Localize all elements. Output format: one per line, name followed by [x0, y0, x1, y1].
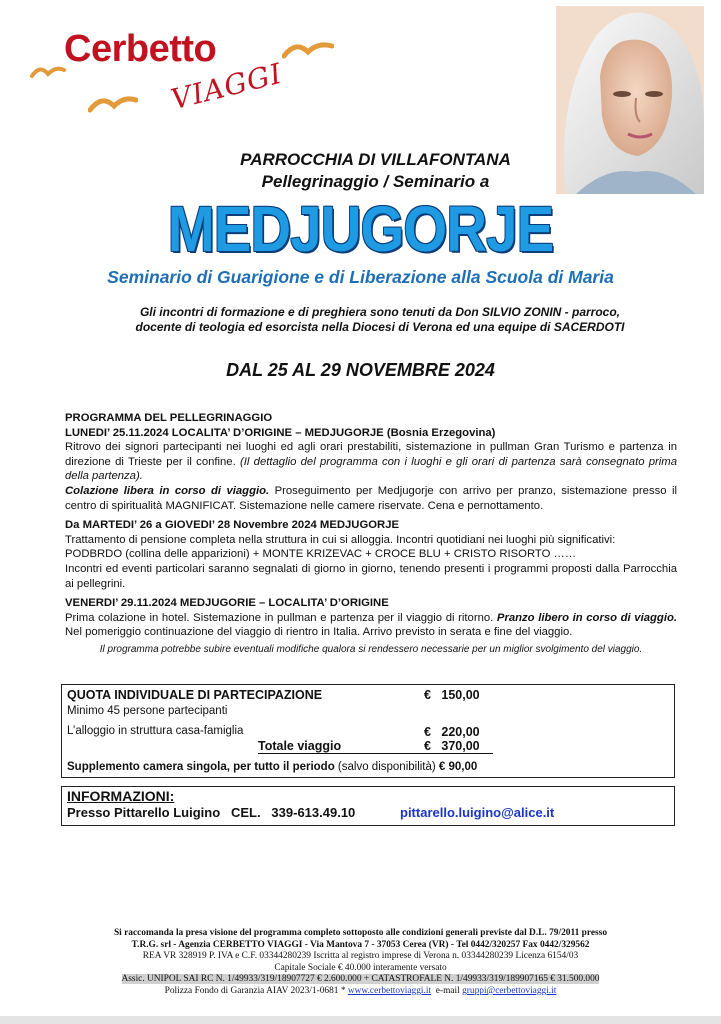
pilgrimage-label: Pellegrinaggio / Seminario a [261, 172, 490, 191]
bottom-bar [0, 1016, 721, 1024]
footer-line: Si raccomanda la presa visione del programma completo sottoposto alle condizioni generali previste dal D.L. 79/2011 presso [113, 928, 608, 938]
lodging-price: € 220,00 [424, 725, 480, 739]
guarantee-text: Polizza Fondo di Garanzia AIAV 2023/1-0681 * [164, 985, 348, 996]
info-contact: Presso Pittarello Luigino CEL. 339-613.49.10 [67, 805, 356, 820]
day2-text: Trattamento di pensione completa nella struttura in cui si alloggia. Incontri quotidiani nei luoghi più significativi: [65, 533, 616, 546]
bird-icon [30, 62, 66, 84]
destination-title: MEDJUGORJE [167, 193, 554, 265]
program-note: Il programma potrebbe subire eventuali modifiche qualora si rendessero necessarie per un miglior svolgimento del viaggio. [99, 643, 643, 655]
day3-text-part: Nel pomeriggio continuazione del viaggio di rientro in Italia. Arrivo previsto in serata e fine del viaggio. [65, 626, 573, 639]
day1-text [65, 440, 677, 484]
single-price: € 90,00 [438, 761, 478, 773]
day2-heading: Da MARTEDI’ 26 a GIOVEDI’ 28 Novembre 2024 MEDJUGORJE [65, 519, 400, 532]
seminar-subtitle: Seminario di Guarigione e di Liberazione alla Scuola di Maria [107, 267, 614, 287]
footer-email-link[interactable]: gruppi@cerbettoviaggi.it [462, 985, 557, 996]
day1-breakfast-note: Colazione libera in corso di viaggio. [65, 484, 270, 497]
total-price: € 370,00 [424, 739, 480, 753]
day3-lunch-note: Pranzo libero in corso di viaggio. [496, 611, 677, 624]
insurance-line: Assic. UNIPOL SAI RC N. 1/49933/319/18907727 € 2.600.000 + CATASTROFALE N. 1/49933/319/189907165 € 31.500.000 [121, 974, 600, 985]
program-section [65, 411, 677, 658]
email-label: e-mail [431, 985, 463, 996]
contact-email-link[interactable]: pittarello.luigino@alice.it [400, 805, 555, 820]
quota-price: € 150,00 [424, 688, 480, 702]
day1-heading: LUNEDI’ 25.11.2024 LOCALITA’ D’ORIGINE – MEDJUGORJE (Bosnia Erzegovina) [65, 426, 496, 439]
footer-line: REA VR 328919 P. IVA e C.F. 03344280239 Iscritta al registro imprese di Verona n. 03344280239 Licenza 6154/03 [142, 951, 579, 962]
info-heading: INFORMAZIONI: [67, 788, 175, 804]
total-label-text: Totale viaggio [258, 739, 342, 753]
day1-text-part: Proseguimento per Medjugorje con arrivo per pranzo, sistemazione presso il centro di spiritualità MAGNIFICAT. Sistemazione nelle camere riservate. Cena e pernottamento. [65, 484, 677, 512]
intro-line: Gli incontri di formazione e di preghiera sono tenuti da Don SILVIO ZONIN - parroco, [139, 305, 621, 319]
logo-sub: VIAGGI [167, 56, 286, 117]
footer-line [0, 986, 721, 998]
quota-label: QUOTA INDIVIDUALE DI PARTECIPAZIONE [67, 688, 323, 702]
info-box [61, 786, 675, 826]
website-link[interactable]: www.cerbettoviaggi.it [347, 985, 432, 996]
footer-line: T.R.G. srl - Agenzia CERBETTO VIAGGI - Via Mantova 7 - 37053 Cerea (VR) - Tel 0442/320257 Fax 0442/329562 [131, 939, 590, 950]
day3-text [65, 611, 677, 640]
single-label: Supplemento camera singola, per tutto il periodo [67, 761, 335, 773]
day1-text-part: Ritrovo dei signori partecipanti nei luoghi ed agli orari prestabiliti, sistemazione in pullman Gran Turismo e partenza in direzione di Trieste per il confine. [65, 441, 677, 468]
min-participants: Minimo 45 persone partecipanti [67, 705, 228, 717]
single-note: (salvo disponibilità) [334, 761, 439, 773]
day2-text-3: Incontri ed eventi particolari saranno segnalati di giorno in giorno, tenendo presenti i programmi proposti dalla Parrocchia ai pellegrini. [65, 562, 677, 590]
day1-text-italic: (Il dettaglio del programma con i luoghi e gli orari di partenza sarà consegnato prima della partenza). [65, 455, 677, 483]
trip-dates: DAL 25 AL 29 NOVEMBRE 2024 [226, 360, 495, 380]
bird-icon [88, 90, 138, 116]
day3-text-part: Prima colazione in hotel. Sistemazione in pullman e partenza per il viaggio di ritorno. [65, 611, 497, 624]
footer-line: Capitale Sociale € 40.000 interamente versato [274, 962, 447, 973]
parish-title: PARROCCHIA DI VILLAFONTANA [240, 150, 511, 169]
day1-text-2 [65, 484, 677, 513]
footer [0, 928, 721, 998]
bird-icon [282, 38, 334, 64]
intro-text [80, 305, 680, 335]
price-box [61, 684, 675, 778]
footer-line [0, 974, 721, 986]
intro-line: docente di teologia ed esorcista nella Diocesi di Verona ed una equipe di SACERDOTI [135, 320, 625, 334]
single-supplement [67, 761, 477, 773]
program-heading: PROGRAMMA DEL PELLEGRINAGGIO [65, 412, 273, 424]
day2-places: PODBRDO (collina delle apparizioni) + MONTE KRIZEVAC + CROCE BLU + CRISTO RISORTO …… [65, 548, 577, 561]
lodging-label: L’alloggio in struttura casa-famiglia [67, 725, 244, 737]
logo-name: Cerbetto [64, 28, 217, 70]
day3-heading: VENERDI’ 29.11.2024 MEDJUGORIE – LOCALITA’ D’ORIGINE [65, 597, 389, 610]
